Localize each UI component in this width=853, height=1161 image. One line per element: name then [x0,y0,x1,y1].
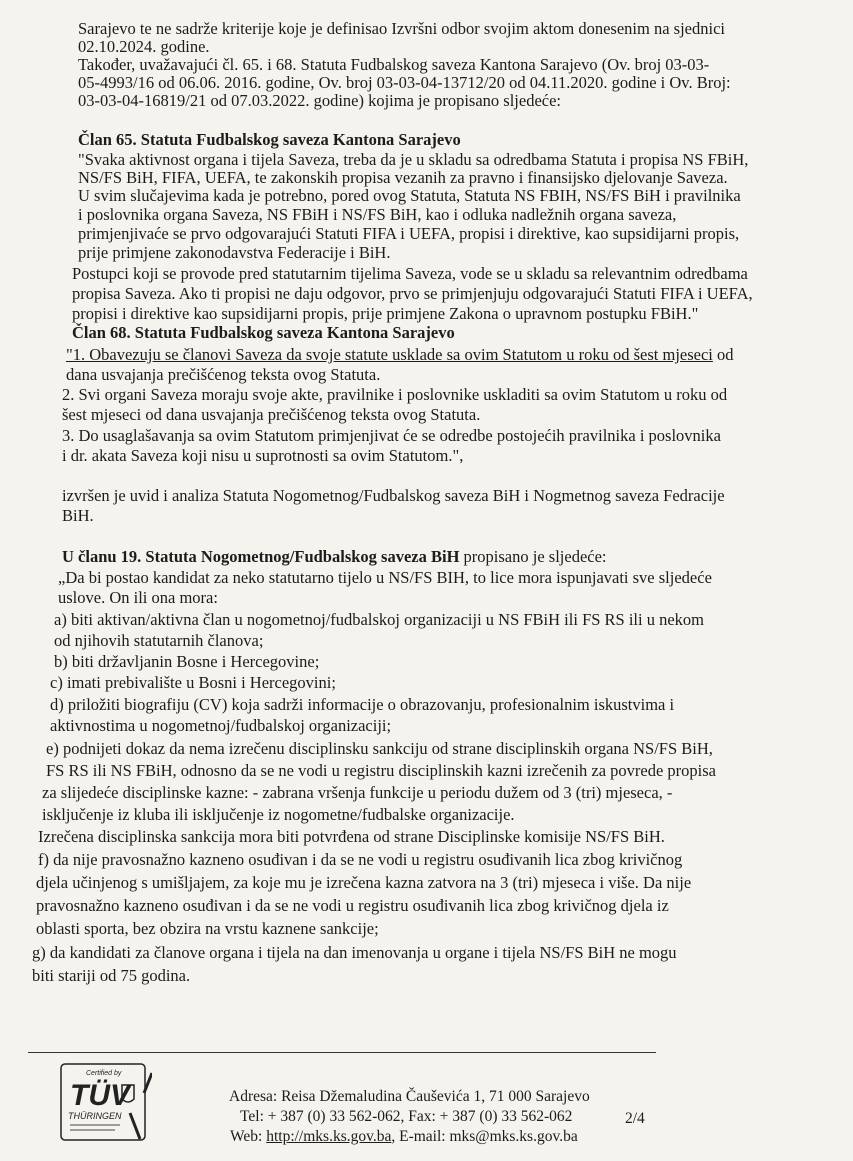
clan65-heading: Član 65. Statuta Fudbalskog saveza Kantona Sarajevo [78,130,461,149]
clan19-line: „Da bi postao kandidat za neko statutarno tijelo u NS/FS BIH, to lice mora ispunjavati sve sljedeće [58,568,712,587]
clan68-line: šest mjeseci od dana usvajanja prečišćenog teksta ovog Statuta. [62,405,481,424]
footer-phone: Tel: + 387 (0) 33 562-062, Fax: + 387 (0) 33 562-062 [240,1108,573,1125]
clan65-line: primjenjivaće se prvo odgovarajući Statuti FIFA i UEFA, propisi i direktive, kao supsidijarni propis, [78,224,740,243]
clan68-line1-rest: od [712,345,734,364]
clan19-line: e) podnijeti dokaz da nema izrečenu disciplinsku sankciju od strane disciplinskih organa NS/FS BiH, [46,739,713,758]
clan19-line: djela učinjenog s umišljajem, za koje mu je izrečena kazna zatvora na 3 (tri) mjeseca i više. Da nije [36,873,692,892]
clan19-line: aktivnostima u nogometnoj/fudbalskoj organizaciji; [50,716,392,735]
intro-line: 03-03-04-16819/21 od 07.03.2022. godine) kojima je propisano sljedeće: [78,91,561,110]
clan68-heading: Član 68. Statuta Fudbalskog saveza Kantona Sarajevo [72,323,455,342]
website-link[interactable]: http://mks.ks.gov.ba [266,1128,392,1145]
clan19-heading: U članu 19. Statuta Nogometnog/Fudbalskog saveza BiH [62,547,460,566]
clan19-line: g) da kandidati za članove organa i tijela na dan imenovanja u organe i tijela NS/FS BiH ne mogu [32,943,677,962]
clan68-line: dana usvajanja prečišćenog teksta ovog Statuta. [66,365,381,384]
clan19-line: f) da nije pravosnažno kazneno osuđivan i da se ne vodi u registru osuđivanih lica zbog krivičnog [38,850,683,869]
clan19-line: b) biti državljanin Bosne i Hercegovine; [54,652,320,671]
clan65-line: propisa Saveza. Ako ti propisi ne daju odgovor, prvo se primjenjuju odgovarajući Statuti FIFA i UEFA, [72,284,753,303]
analysis-line: izvršen je uvid i analiza Statuta Nogometnog/Fudbalskog saveza BiH i Nogmetnog saveza Fedracije [62,486,725,505]
logo-sub-text: THÜRINGEN [68,1111,122,1121]
clan68-item-1 [66,345,734,364]
clan19-line: FS RS ili NS FBiH, odnosno da se ne vodi u registru disciplinskih kazni izrečenih za povrede propisa [46,761,716,780]
clan65-line: "Svaka aktivnost organa i tijela Saveza, treba da je u skladu sa odredbama Statuta i propisa NS FBiH, [78,150,749,169]
clan65-line: Postupci koji se provode pred statutarnim tijelima Saveza, vode se u skladu sa relevantnim odredbama [72,264,748,283]
clan19-line: oblasti sporta, bez obzira na vrstu kaznene sankcije; [36,919,379,938]
clan19-heading-rest: propisano je sljedeće: [459,547,607,566]
clan65-line: NS/FS BiH, FIFA, UEFA, te zakonskih propisa vezanih za pravno i finansijsko djelovanje Saveza. [78,168,728,187]
intro-line: Također, uvažavajući čl. 65. i 68. Statuta Fudbalskog saveza Kantona Sarajevo (Ov. broj 03-03- [78,55,710,74]
footer-web [230,1127,578,1146]
clan19-line: od njihovih statutarnih članova; [54,631,264,650]
clan19-heading-line [62,547,607,566]
clan19-line: za slijedeće disciplinske kazne: - zabrana vršenja funkcije u periodu dužem od 3 (tri) mjeseca, - [42,783,673,802]
page-number: 2/4 [625,1110,645,1127]
clan19-line: a) biti aktivan/aktivna član u nogometnoj/fudbalskoj organizaciji u NS FBiH ili FS RS ili u nekom [54,610,705,629]
clan19-line: d) priložiti biografiju (CV) koja sadrži informacije o obrazovanju, profesionalnim iskustvima i [50,695,675,714]
email-text: , E-mail: mks@mks.ks.gov.ba [391,1128,578,1145]
clan68-line: i dr. akata Saveza koji nisu u suprotnosti sa ovim Statutom.", [62,446,464,465]
logo-certified-text: Certified by [86,1070,122,1077]
clan19-line: c) imati prebivalište u Bosni i Hercegovini; [50,673,336,692]
tuv-certification-logo [60,1063,152,1143]
clan19-line: pravosnažno kazneno osuđivan i da se ne vodi u registru osuđivanih lica zbog krivičnog djela iz [36,896,669,915]
footer-divider [28,1052,656,1053]
intro-line: Sarajevo te ne sadrže kriterije koje je definisao Izvršni odbor svojim aktom donesenim na sjednici [78,19,725,38]
clan65-line: U svim slučajevima kada je potrebno, pored ovog Statuta, Statuta NS FBIH, NS/FS BiH i pravilnika [78,186,741,205]
analysis-line: BiH. [62,506,94,525]
footer-address: Adresa: Reisa Džemaludina Čauševića 1, 71 000 Sarajevo [229,1088,590,1105]
logo-brand-text: TÜV [70,1079,130,1112]
clan19-line: biti stariji od 75 godina. [32,966,191,985]
web-prefix: Web: [230,1128,267,1145]
clan65-line: i poslovnika organa Saveza, NS FBiH i NS/FS BiH, kao i odluka nadležnih organa saveza, [78,205,677,224]
clan68-line: 2. Svi organi Saveza moraju svoje akte, pravilnike i poslovnike uskladiti sa ovim Statutom u roku od [62,385,728,404]
clan19-line: Izrečena disciplinska sankcija mora biti potvrđena od strane Disciplinske komisije NS/FS BiH. [38,827,665,846]
clan65-line: prije primjene zakonodavstva Federacije i BiH. [78,243,391,262]
underlined-text: "1. Obavezuju se članovi Saveza da svoje statute usklade sa ovim Statutom u roku od šest mjeseci [66,345,713,364]
intro-line: 02.10.2024. godine. [78,37,210,56]
clan68-line: 3. Do usaglašavanja sa ovim Statutom primjenjivat će se odredbe postojećih pravilnika i poslovnika [62,426,721,445]
clan19-line: uslove. On ili ona mora: [58,588,218,607]
intro-line: 05-4993/16 od 06.06. 2016. godine, Ov. broj 03-03-04-13712/20 od 04.11.2020. godine i Ov. Broj: [78,73,731,92]
clan19-line: isključenje iz kluba ili isključenje iz nogometne/fudbalske organizacije. [42,805,515,824]
clan65-line: propisi i direktive kao supsidijarni propis, prije primjene Zakona o upravnom postupku FBiH." [72,304,699,323]
